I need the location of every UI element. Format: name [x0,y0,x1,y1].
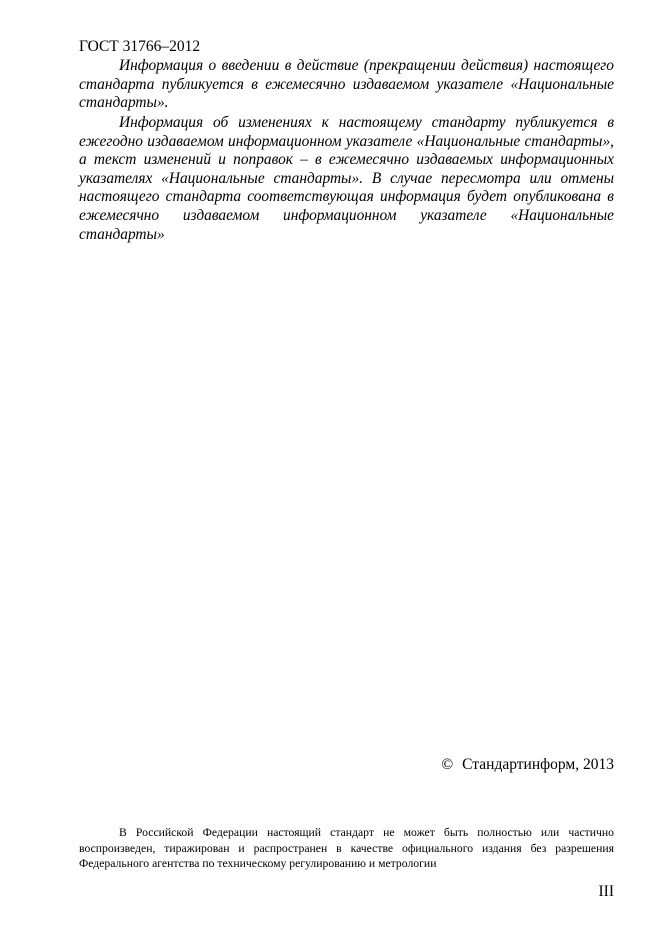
page-number: III [598,883,614,900]
copyright-holder: Стандартинформ, 2013 [462,756,614,773]
copyright-icon: © [441,756,454,773]
notice-paragraph-amendments: Информация об изменениях к настоящему стандарту публикуется в ежегодно издаваемом информационном указателе «Национальные стандарты», а текст изменений и поправок – в ежемесячно издаваемых информационных указателях «Национальные стандарты». В случае пересмотра или отмены настоящего стандарта соответствующая информация будет опубликована в ежемесячно издаваемом информационном указателе «Национальные стандарты» [79,113,614,243]
standard-designation: ГОСТ 31766–2012 [79,38,201,55]
publication-notice [79,57,614,245]
notice-paragraph-effective-date: Информация о введении в действие (прекращении действия) настоящего стандарта публикуется в ежемесячно издаваемом указателе «Национальные стандарты». [79,57,614,112]
reproduction-restriction-notice: В Российской Федерации настоящий стандарт не может быть полностью или частично воспроизведен, тиражирован и распространен в качестве официального издания без разрешения Федерального агентства по техническому регулированию и метрологии [79,826,614,871]
copyright-line [441,756,614,774]
